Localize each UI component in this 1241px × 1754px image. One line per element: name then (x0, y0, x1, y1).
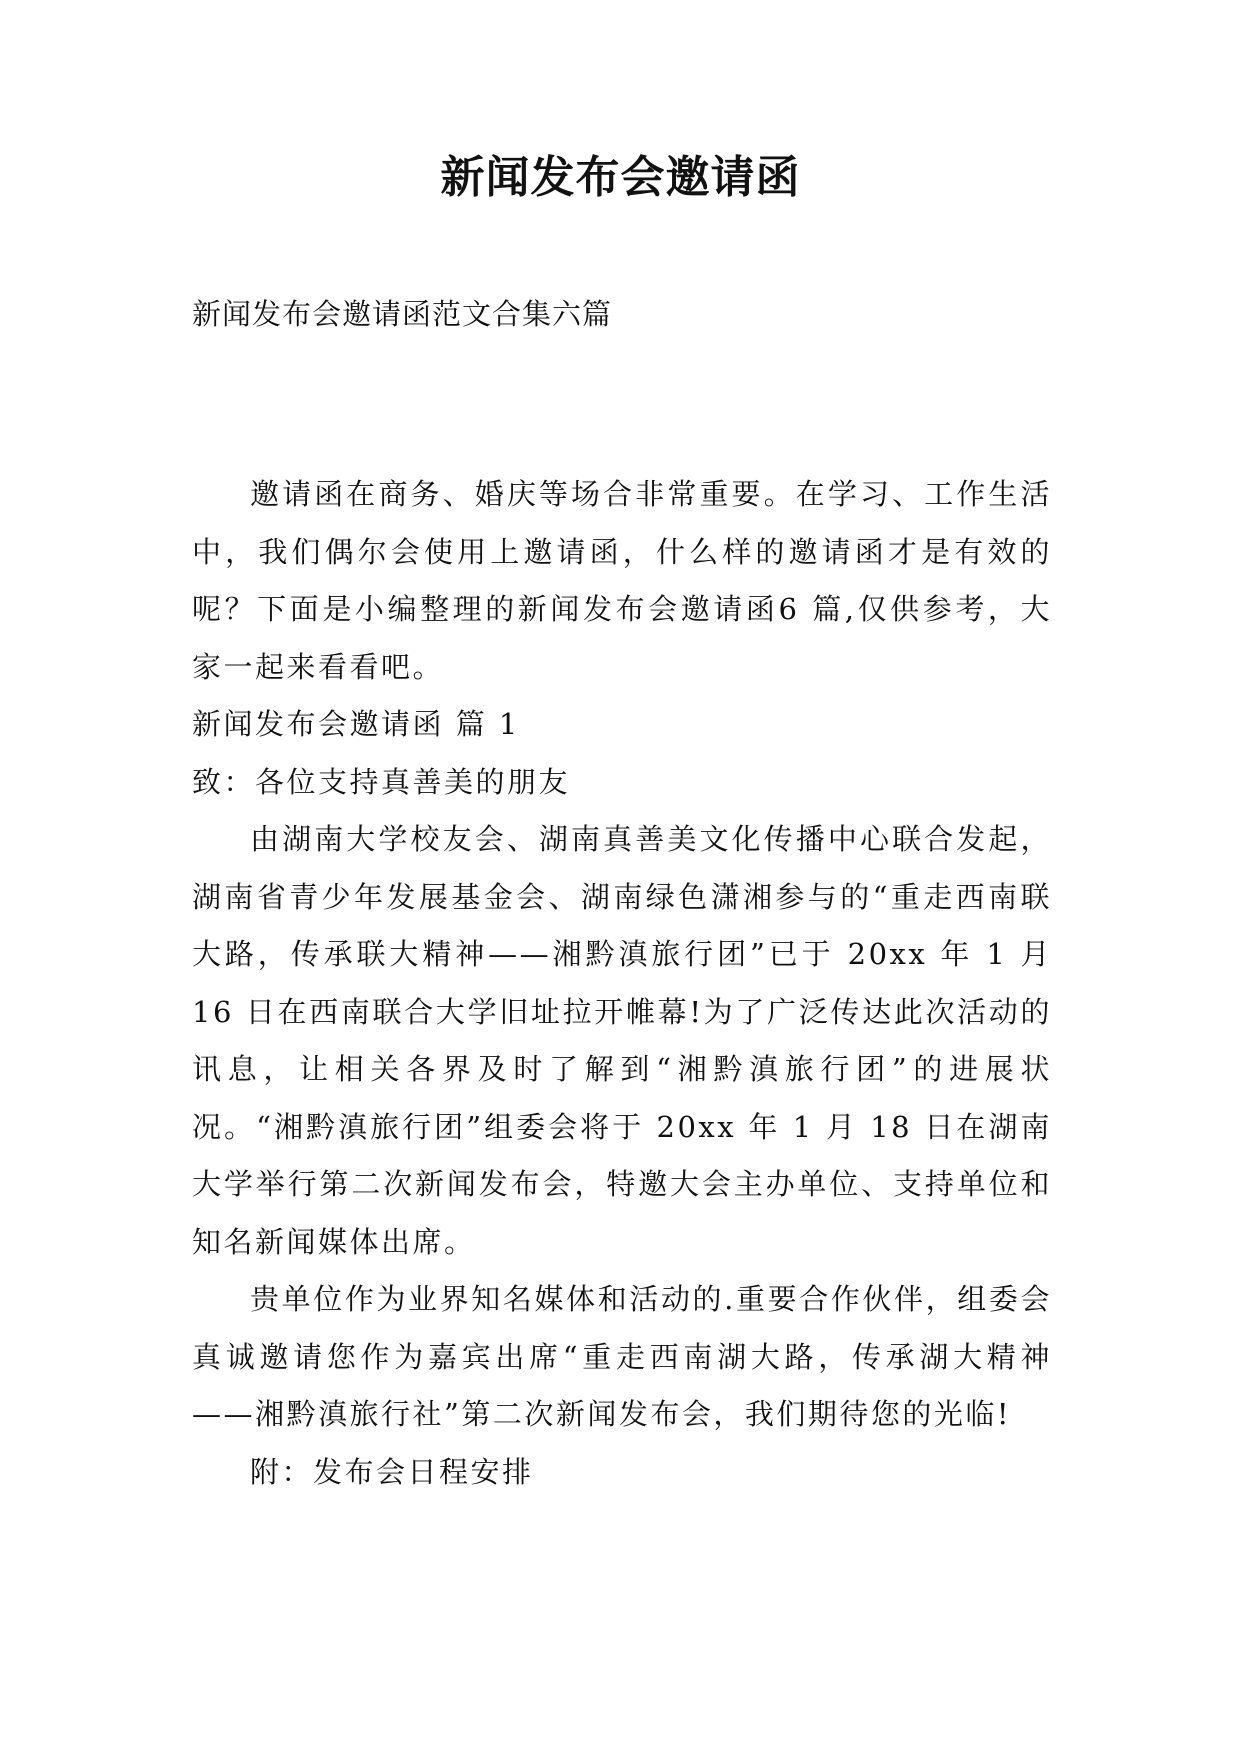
intro-paragraph: 邀请函在商务、婚庆等场合非常重要。在学习、工作生活中，我们偶尔会使用上邀请函，什么样的邀请函才是有效的呢？下面是小编整理的新闻发布会邀请函6 篇,仅供参考，大家一起来看看吧。 (192, 477, 1052, 684)
attachment-note: 附：发布会日程安排 (250, 1454, 534, 1489)
document-subtitle: 新闻发布会邀请函范文合集六篇 (192, 297, 613, 331)
body-paragraph: 由湖南大学校友会、湖南真善美文化传播中心联合发起，湖南省青少年发展基金会、湖南绿色潇湘参与的“重走西南联大路，传承联大精神——湘黔滇旅行团”已于 20xx 年 1 月 16 日在西南联合大学旧址拉开帷幕!为了广泛传达此次活动的讯息，让相关各界及时了解到“湘黔滇旅行团”的进展状况。“湘黔滇旅行团”组委会将于 20xx 年 1 月 18 日在湖南大学举行第二次新闻发布会，特邀大会主办单位、支持单位和知名新闻媒体出席。 (192, 822, 1052, 1259)
section-heading: 新闻发布会邀请函 篇 1 (192, 707, 520, 741)
document-title: 新闻发布会邀请函 (440, 152, 801, 203)
salutation: 致：各位支持真善美的朋友 (192, 764, 571, 799)
document-body (192, 466, 1052, 1501)
invitation-paragraph: 贵单位作为业界知名媒体和活动的.重要合作伙伴，组委会真诚邀请您作为嘉宾出席“重走西南湖大路，传承湖大精神——湘黔滇旅行社”第二次新闻发布会，我们期待您的光临! (192, 1282, 1052, 1431)
